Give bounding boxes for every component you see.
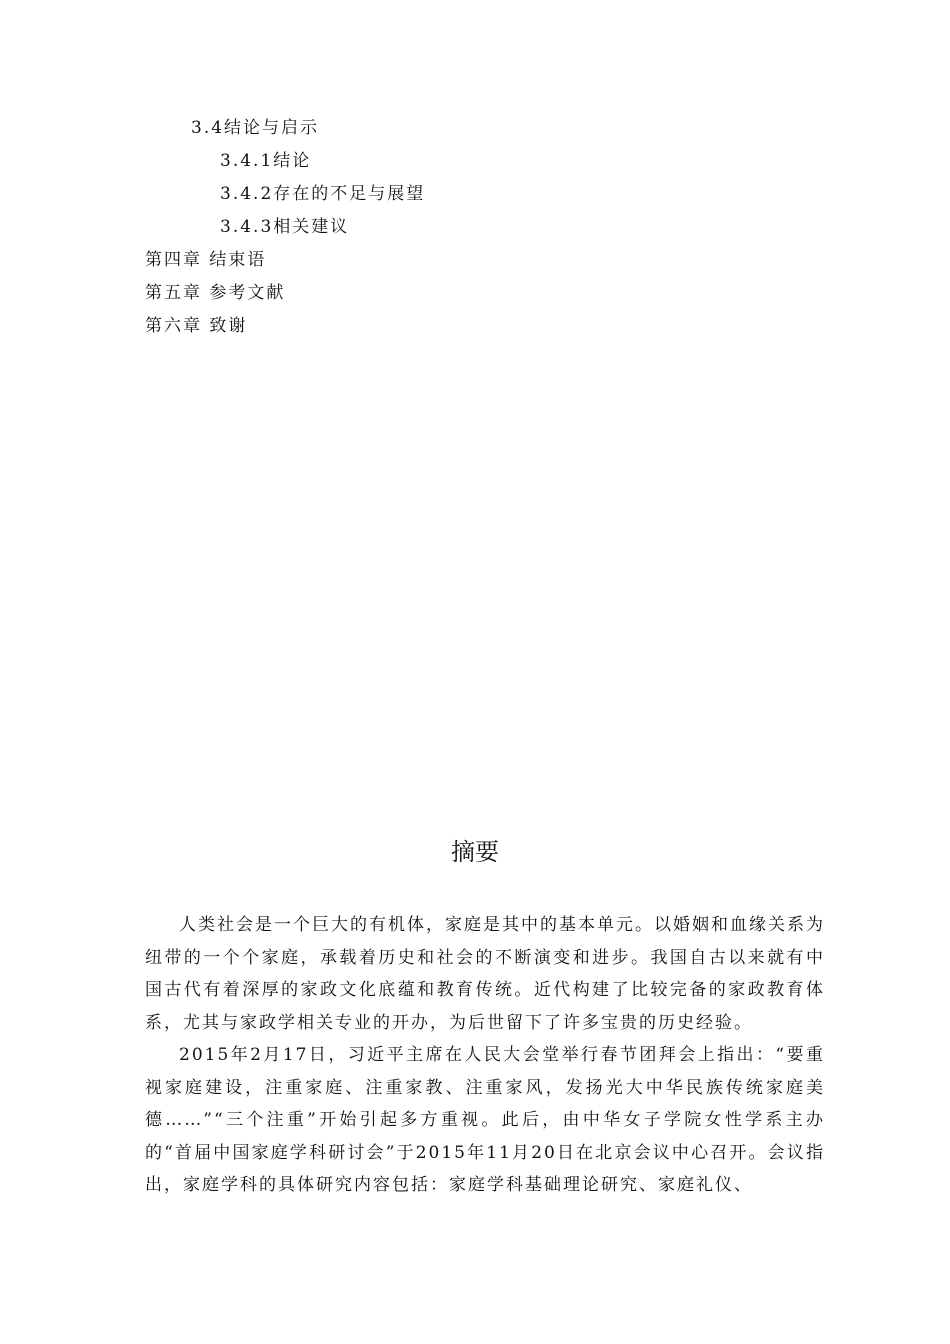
toc-item-3-4-1[interactable]: 3.4.1结论 — [220, 151, 312, 171]
toc-item-chapter-4[interactable]: 第四章 结束语 — [145, 250, 267, 270]
toc-item-3-4[interactable]: 3.4结论与启示 — [191, 118, 320, 138]
abstract-body — [145, 909, 825, 1202]
abstract-paragraph-1: 人类社会是一个巨大的有机体，家庭是其中的基本单元。以婚姻和血缘关系为纽带的一个个家庭，承载着历史和社会的不断演变和进步。我国自古以来就有中国古代有着深厚的家政文化底蕴和教育传统。近代构建了比较完备的家政教育体系，尤其与家政学相关专业的开办，为后世留下了许多宝贵的历史经验。 — [145, 915, 825, 1033]
toc-item-3-4-2[interactable]: 3.4.2存在的不足与展望 — [220, 184, 426, 204]
abstract-paragraph-2: 2015年2月17日，习近平主席在人民大会堂举行春节团拜会上指出：“要重视家庭建设，注重家庭、注重家教、注重家风，发扬光大中华民族传统家庭美德……”“三个注重”开始引起多方重视。此后，由中华女子学院女性学系主办的“首届中国家庭学科研讨会”于2015年11月20日在北京会议中心召开。会议指出，家庭学科的具体研究内容包括：家庭学科基础理论研究、家庭礼仪、 — [145, 1045, 825, 1195]
toc-item-chapter-5[interactable]: 第五章 参考文献 — [145, 283, 286, 303]
abstract-title: 摘要 — [451, 838, 499, 866]
toc-item-3-4-3[interactable]: 3.4.3相关建议 — [220, 217, 350, 237]
toc-item-chapter-6[interactable]: 第六章 致谢 — [145, 316, 248, 336]
